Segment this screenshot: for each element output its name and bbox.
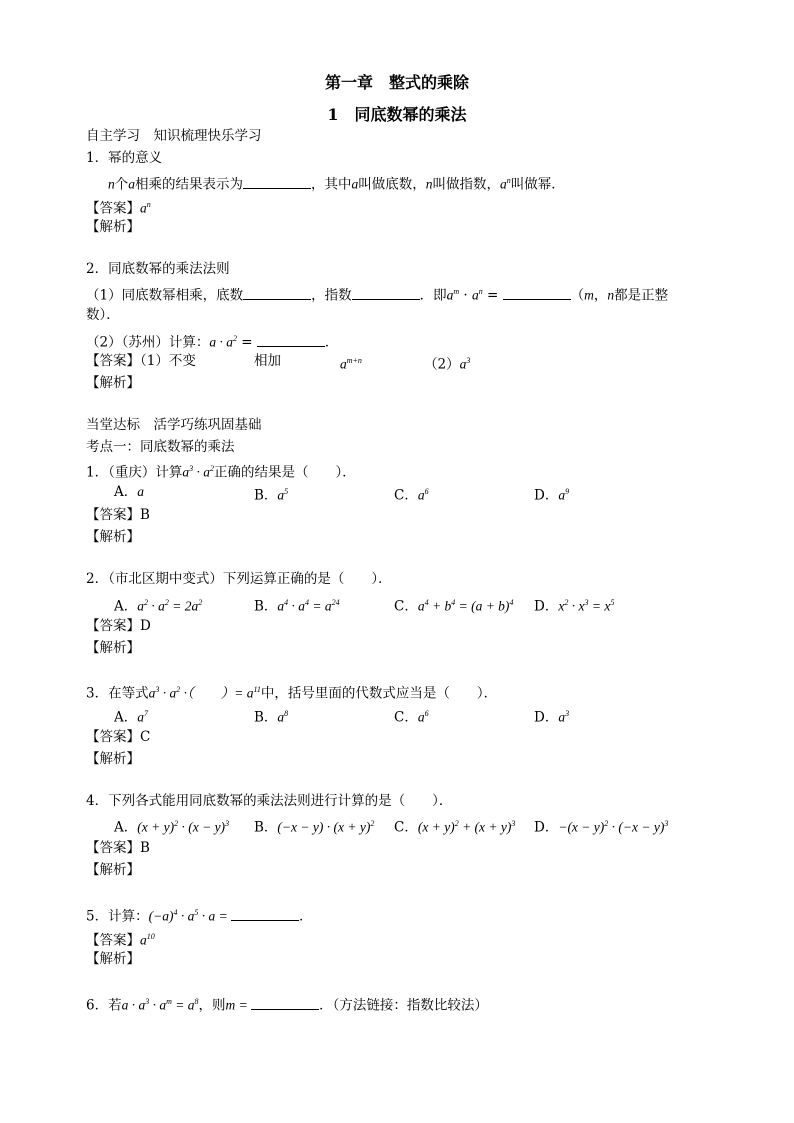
q4-stem: 4．下列各式能用同底数幂的乘法法则进行计算的是（ ）．: [86, 793, 453, 809]
option-value: = a: [309, 598, 332, 614]
q-text: ，则: [198, 997, 226, 1014]
p1-q1-text: [108, 172, 565, 194]
answer-blank[interactable]: [257, 332, 325, 347]
q-text: 5．计算：: [86, 908, 149, 925]
p1-q2-answer-3: [340, 352, 362, 374]
option-letter: A．: [114, 484, 138, 500]
option-value: + (x + y): [458, 819, 512, 835]
option-sup: 4: [509, 598, 514, 607]
option-value: a: [137, 598, 144, 614]
p1-q1-label: 1．幂的意义: [86, 150, 163, 166]
p1-q2-answer-4: [424, 352, 470, 374]
option-value: · a: [288, 598, 306, 614]
option-value: a: [558, 487, 566, 503]
option-sup: 2: [564, 598, 569, 607]
option-value: a: [417, 487, 425, 503]
q5-stem: [86, 904, 313, 926]
q-text: （: [570, 287, 585, 304]
q3-analysis: 【解析】: [86, 751, 140, 767]
q4-analysis: 【解析】: [86, 862, 140, 878]
q-text: 正确的结果是（ ）．: [213, 464, 356, 481]
option-sup: 7: [144, 709, 148, 718]
option-value: a: [277, 487, 285, 503]
p1-q1-analysis: 【解析】: [86, 219, 140, 235]
option-sup: 24: [331, 598, 340, 607]
option-sup: 5: [284, 487, 289, 496]
q-var: · a =: [198, 908, 232, 924]
q-text: ．即: [419, 287, 447, 304]
q-text: 叫做指数，: [432, 176, 500, 193]
q-text: ，指数: [311, 287, 352, 304]
answer-value: a: [140, 932, 147, 948]
option-sup: 9: [565, 487, 570, 496]
option-letter: D．: [534, 709, 559, 726]
option-sup: 4: [305, 598, 310, 607]
part2-heading: 当堂达标 活学巧练巩固基础: [86, 417, 262, 433]
p1-q2-label: 2．同底数幂的乘法法则: [86, 261, 230, 277]
option-sup: 6: [424, 487, 429, 496]
option-value: −(x − y): [558, 819, 605, 835]
q-text: （2）（苏州）计算：: [86, 334, 210, 351]
p1-q1-answer: [86, 196, 151, 218]
option-letter: A．: [114, 819, 138, 836]
q-var: (−a): [148, 908, 174, 924]
q-text: 个: [114, 176, 129, 193]
q-var: n: [425, 176, 433, 192]
q-sup: n: [506, 176, 511, 185]
answer-value: a: [140, 200, 147, 216]
option-value: · (−x − y): [608, 819, 665, 835]
option-value: a: [277, 598, 285, 614]
q-text: 中，括号里面的代数式应当是（ ）．: [260, 685, 498, 702]
q2-option-b[interactable]: [254, 594, 340, 616]
q3-option-c[interactable]: [394, 705, 429, 727]
answer-value: a: [459, 356, 467, 372]
q-var: = a: [171, 997, 195, 1013]
q2-answer: 【答案】D: [86, 618, 151, 634]
q1-analysis: 【解析】: [86, 529, 140, 545]
option-letter: A．: [114, 598, 138, 615]
option-letter: B．: [254, 487, 278, 504]
answer-value: （1）不变: [140, 353, 196, 369]
p1-q2-answer: [86, 352, 196, 370]
option-value: a: [417, 598, 425, 614]
option-value: a: [137, 484, 144, 499]
q4-option-c[interactable]: [394, 815, 515, 837]
option-value: · a: [148, 598, 165, 614]
answer-sup: m+n: [346, 356, 362, 365]
kaodian-heading: 考点一：同底数幂的乘法: [86, 439, 235, 455]
q-var: · a: [193, 464, 210, 480]
q-sup: 2: [176, 685, 181, 694]
option-sup: 2: [144, 598, 148, 607]
q-sup: 8: [194, 997, 199, 1006]
option-letter: C．: [394, 598, 418, 615]
q-var: · a: [159, 685, 177, 701]
answer-blank[interactable]: [243, 285, 311, 300]
q-var: a · a: [121, 997, 146, 1013]
answer-sup: n: [146, 200, 151, 209]
answer-tag: 【答案】: [86, 200, 140, 217]
p1-q2-part1: [86, 283, 668, 305]
p1-q2-part2: [86, 330, 338, 352]
q-var: =: [235, 997, 252, 1013]
q-text: 6．若: [86, 997, 122, 1014]
q2-option-d[interactable]: [534, 594, 614, 616]
option-value: · (x − y): [178, 819, 226, 835]
option-sup: 2: [198, 598, 203, 607]
answer-blank[interactable]: [503, 285, 571, 300]
option-sup: 4: [424, 598, 429, 607]
answer-tag: 【答案】: [86, 353, 140, 369]
q-var: a: [351, 176, 359, 192]
option-value: x: [558, 598, 565, 614]
option-letter: D．: [534, 819, 559, 836]
answer-tag: 【答案】: [86, 932, 140, 949]
q-text: 叫做底数，: [358, 176, 426, 193]
option-value: a: [558, 709, 566, 725]
q3-option-a[interactable]: [114, 705, 148, 727]
q-var: ·（ ）= a: [180, 685, 254, 701]
q4-option-d[interactable]: [534, 815, 668, 837]
q-var: a · a: [209, 334, 233, 350]
q-sup: 11: [253, 685, 261, 694]
option-letter: A．: [114, 709, 138, 726]
option-value: = 2a: [168, 598, 199, 614]
q-var: m: [584, 287, 594, 303]
option-value: + b: [428, 598, 452, 614]
q1-option-a[interactable]: [114, 483, 144, 501]
option-letter: B．: [254, 598, 278, 615]
q-var: n: [607, 287, 615, 303]
option-sup: 3: [225, 819, 230, 828]
section-title: 1 同底数幂的乘法: [327, 105, 467, 124]
q-var: a: [148, 685, 156, 701]
p1-q2-answer-2: 相加: [254, 353, 281, 369]
part1-heading: 自主学习 知识梳理快乐学习: [86, 128, 262, 144]
q4-answer: 【答案】B: [86, 840, 150, 856]
q-text: 相乘的结果表示为: [135, 176, 243, 193]
answer-sup: 10: [146, 932, 155, 941]
q-sup: 4: [173, 908, 178, 917]
option-value: a: [277, 709, 285, 725]
option-sup: 3: [664, 819, 669, 828]
q-var: n: [108, 176, 115, 192]
q-var: a: [446, 287, 454, 303]
q-var: · a: [177, 908, 195, 924]
q3-option-d[interactable]: [534, 705, 569, 727]
q-var: a: [500, 176, 507, 192]
q-sup: m: [453, 287, 460, 296]
q1-answer: 【答案】B: [86, 507, 150, 523]
option-sup: 6: [424, 709, 429, 718]
q-text: =: [482, 287, 503, 304]
q5-analysis: 【解析】: [86, 951, 140, 967]
q-text: ．: [299, 908, 313, 925]
q2-analysis: 【解析】: [86, 640, 140, 656]
q-text: ．: [324, 334, 339, 351]
option-sup: 3: [511, 819, 516, 828]
q-text: ．（方法链接：指数比较法）: [319, 997, 488, 1014]
option-sup: 2: [454, 819, 459, 828]
option-sup: 2: [174, 819, 179, 828]
answer-blank[interactable]: [251, 995, 319, 1010]
q5-answer: [86, 928, 155, 950]
option-value: · x: [568, 598, 585, 614]
option-letter: B．: [254, 709, 278, 726]
answer-blank[interactable]: [231, 906, 299, 921]
answer-value: a: [340, 356, 347, 372]
option-sup: 2: [604, 819, 609, 828]
option-sup: 2: [164, 598, 169, 607]
q1-stem: [86, 460, 356, 482]
q-text: 3．在等式: [86, 685, 149, 702]
q-text: ，: [593, 287, 608, 304]
q1-option-d[interactable]: [534, 483, 569, 505]
answer-blank[interactable]: [243, 174, 311, 189]
q-text: =: [236, 334, 257, 351]
option-sup: 3: [584, 598, 589, 607]
p1-q2-part1-cont: 数）．: [86, 307, 120, 323]
option-value: a: [137, 709, 144, 725]
q-var: m: [225, 997, 236, 1013]
q-text: 叫做幂．: [510, 176, 565, 193]
q-text: 1．（重庆）计算: [86, 464, 183, 481]
option-sup: 2: [370, 819, 375, 828]
option-sup: 8: [284, 709, 289, 718]
q4-option-a[interactable]: [114, 815, 229, 837]
q-var: · a: [149, 997, 167, 1013]
q2-option-a[interactable]: [114, 594, 202, 616]
q3-stem: [86, 681, 497, 703]
q-var: a: [182, 464, 190, 480]
option-letter: B．: [254, 819, 278, 836]
option-value: a: [417, 709, 425, 725]
option-sup: 4: [451, 598, 456, 607]
q-text: 都是正整: [614, 287, 669, 304]
chapter-title: 第一章 整式的乘除: [324, 73, 469, 92]
q4-option-b[interactable]: [254, 815, 374, 837]
q-sup: 5: [194, 908, 199, 917]
q-sup: 3: [189, 464, 194, 473]
answer-value: （2）: [424, 356, 460, 373]
q-var: a: [128, 176, 135, 192]
option-sup: 3: [565, 709, 570, 718]
option-value: = (a + b): [455, 598, 510, 614]
option-letter: D．: [534, 598, 559, 615]
q6-stem: [86, 993, 488, 1015]
option-value: = x: [588, 598, 611, 614]
q-sup: 3: [155, 685, 160, 694]
q-text: （1）同底数幂相乘，底数: [86, 287, 244, 304]
q-sup: 2: [209, 464, 214, 473]
option-value: (x + y): [417, 819, 455, 835]
option-value: (−x − y) · (x + y): [277, 819, 371, 835]
q2-option-c[interactable]: [394, 594, 513, 616]
q3-answer: 【答案】C: [86, 729, 151, 745]
q-text: ·: [459, 287, 472, 304]
q-var: a: [472, 287, 479, 303]
answer-blank[interactable]: [352, 285, 420, 300]
q1-option-b[interactable]: [254, 483, 288, 505]
q-text: ，其中: [311, 176, 352, 193]
q-sup: n: [478, 287, 483, 296]
option-value: (x + y): [137, 819, 175, 835]
option-letter: D．: [534, 487, 559, 504]
q2-stem: 2．（市北区期中变式）下列运算正确的是（ ）．: [86, 571, 392, 587]
q-sup: 2: [232, 334, 237, 343]
option-letter: C．: [394, 819, 418, 836]
q3-option-b[interactable]: [254, 705, 288, 727]
q-sup: m: [166, 997, 172, 1006]
option-letter: C．: [394, 709, 418, 726]
p1-q2-analysis: 【解析】: [86, 375, 140, 391]
answer-sup: 3: [466, 356, 471, 365]
option-sup: 5: [610, 598, 615, 607]
q-sup: 3: [145, 997, 150, 1006]
option-sup: 4: [284, 598, 289, 607]
option-letter: C．: [394, 487, 418, 504]
q1-option-c[interactable]: [394, 483, 429, 505]
